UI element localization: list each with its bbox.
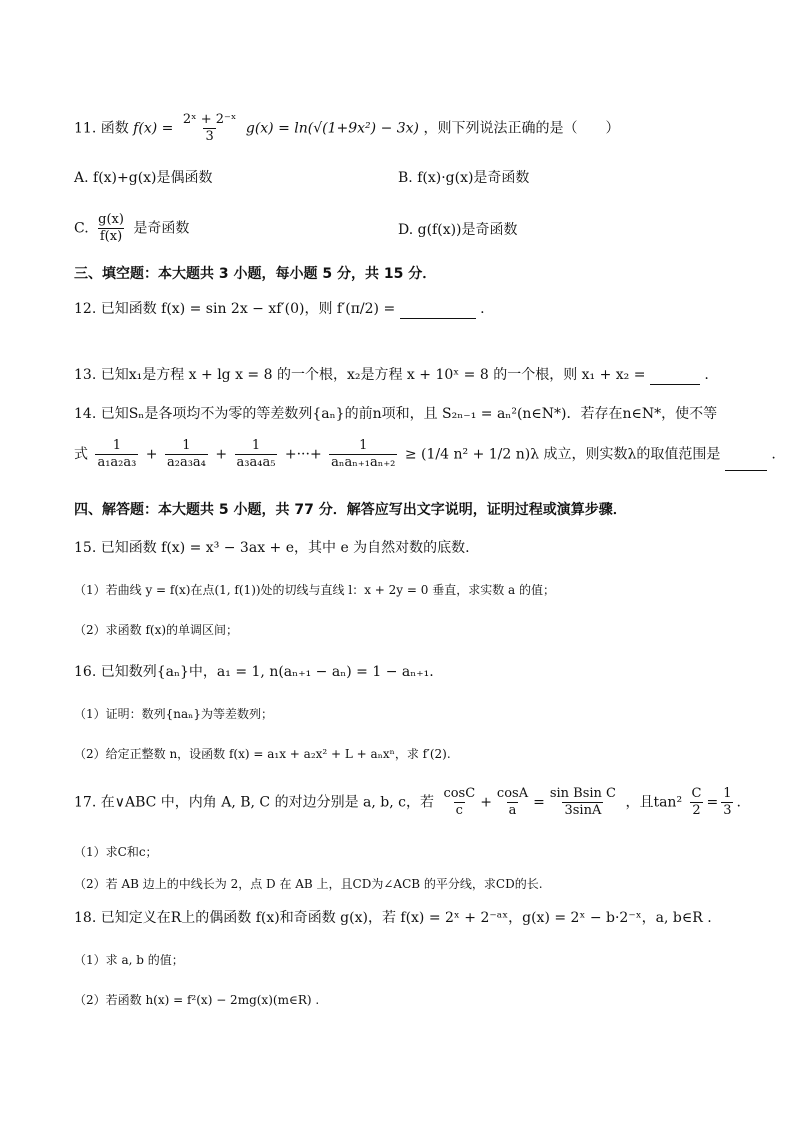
section-3-heading: 三、填空题：本大题共 3 小题，每小题 5 分，共 15 分． (74, 266, 437, 282)
q11-stem: 11. 函数 f(x) = $\frac{\text{2ˣ + 2⁻ˣ}}{3}$ g(x) = ln(√(1+9x²) − 3x) ，则下列说法正确的是（ ） (74, 112, 620, 144)
q14-line2: 式 $\frac{1}{\text{a₁a₂a₃}}$ + $\frac{1}{\text{a₂a₃a₄}}$ + $\frac{1}{\text{a₃a₄a₅}}$ +···+ $\frac{1}{\text{aₙaₙ₊₁aₙ₊₂}}$ ≥ (1/4 n² + 1/2 n)λ 成立，则实数λ的取值范围是 . (74, 438, 776, 470)
q12: 12. 已知函数 f(x) = sin 2x − xf′(0)，则 f′(π/2) = . (74, 298, 754, 319)
q16-part1: （1）证明：数列{naₙ}为等差数列； (74, 707, 273, 721)
q11-f-fraction: $\frac{\text{2ˣ + 2⁻ˣ}}{3}$ (182, 112, 237, 144)
q18-part2: （2）若函数 h(x) = f²(x) − 2mg(x)(m∈R) . (74, 993, 320, 1007)
section-4-heading: 四、解答题：本大题共 5 小题，共 77 分．解答应写出文字说明，证明过程或演算步骤． (74, 502, 627, 518)
q11-option-d: D. g(f(x))是奇函数 (398, 222, 518, 238)
answer-blank (400, 298, 476, 319)
q11-option-b: B. f(x)·g(x)是奇函数 (398, 170, 530, 186)
q18-stem: 18. 已知定义在R上的偶函数 f(x)和奇函数 g(x)，若 f(x) = 2ˣ + 2⁻ᵃˣ，g(x) = 2ˣ − b·2⁻ˣ，a, b∈R . (74, 910, 712, 926)
q15-part1: （1）若曲线 y = f(x)在点(1, f(1))处的切线与直线 l：x + 2y = 0 垂直，求实数 a 的值； (74, 583, 555, 597)
q14-line1: 14. 已知Sₙ是各项均不为零的等差数列{aₙ}的前n项和，且 S₂ₙ₋₁ = aₙ²(n∈N*)．若存在n∈N*，使不等 (74, 406, 718, 422)
q16-stem: 16. 已知数列{aₙ}中，a₁ = 1, n(aₙ₊₁ − aₙ) = 1 − aₙ₊₁. (74, 664, 434, 680)
q17-stem: 17. 在∨ABC 中，内角 A, B, C 的对边分别是 a, b, c，若 $\frac{\cos C}{c}$ + $\frac{\cos A}{a}$ = $\frac{\text{sin Bsin C}}{3\sin A}$ ，且tan² $\frac{C}{2}$ = $\frac{1}{3}$ . (74, 786, 741, 818)
q17-part1: （1）求C和c； (74, 845, 158, 859)
q15-stem: 15. 已知函数 f(x) = x³ − 3ax + e，其中 e 为自然对数的底数. (74, 540, 470, 556)
q13: 13. 已知x₁是方程 x + lg x = 8 的一个根，x₂是方程 x + 10ˣ = 8 的一个根，则 x₁ + x₂ = . (74, 364, 754, 385)
q11-option-a: A. f(x)+g(x)是偶函数 (74, 170, 213, 186)
q15-part2: （2）求函数 f(x)的单调区间； (74, 623, 239, 637)
q17-part2: （2）若 AB 边上的中线长为 2，点 D 在 AB 上，且CD为∠ACB 的平分线，求CD的长. (74, 877, 543, 891)
q11-option-c: C. $\frac{g(x)}{f(x)}$ 是奇函数 (74, 212, 190, 244)
answer-blank (650, 364, 700, 385)
answer-blank (725, 450, 767, 471)
q18-part1: （1）求 a, b 的值； (74, 953, 184, 967)
q16-part2: （2）给定正整数 n，设函数 f(x) = a₁x + a₂x² + L + aₙxⁿ，求 f′(2). (74, 747, 451, 761)
